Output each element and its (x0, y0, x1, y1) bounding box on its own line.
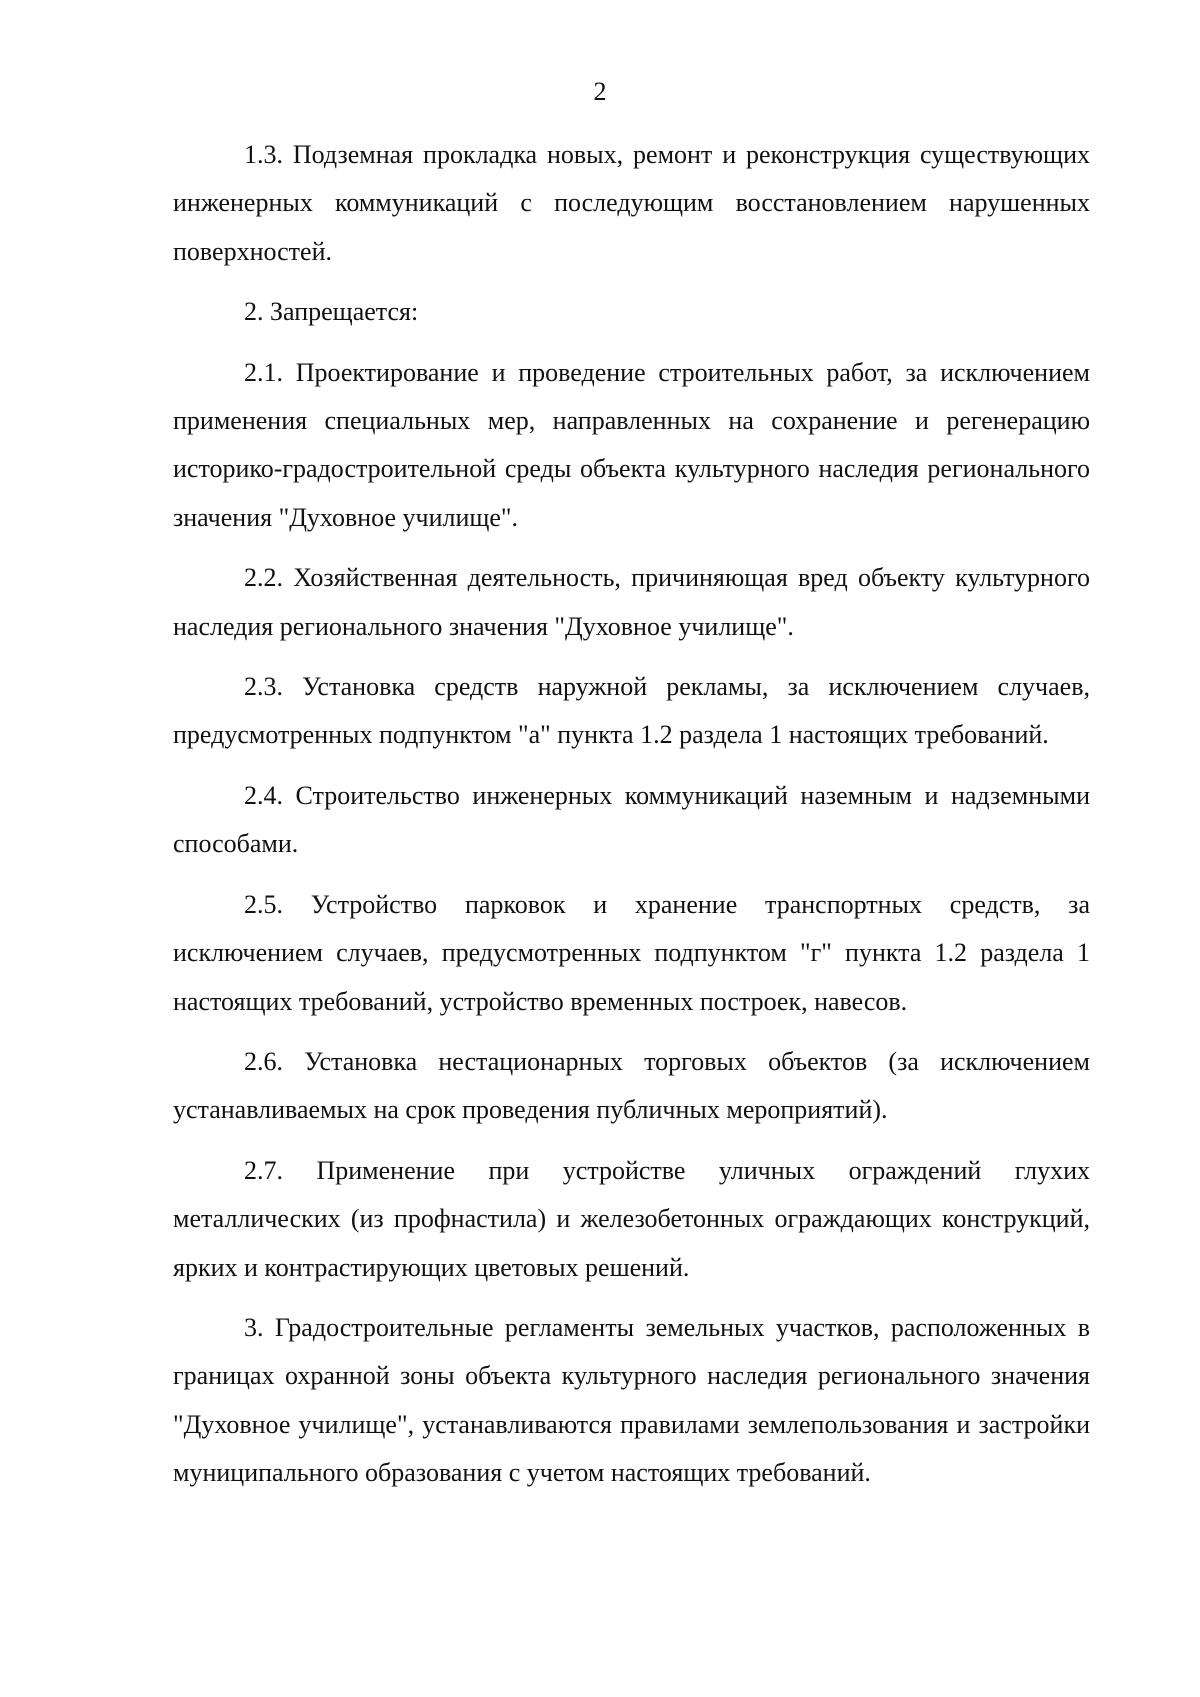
paragraph-3: 3. Градостроительные регламенты земельных участков, расположенных в границах охранной зоны объекта культурного наследия регионального значения "Духовное училище", устанавливаются правилами землепользования и застройки муниципального образования с учетом настоящих требований. (173, 1312, 1090, 1488)
paragraph-2-7: 2.7. Применение при устройстве уличных ограждений глухих металлических (из профнастила) и железобетонных ограждающих конструкций, ярких и контрастирующих цветовых решений. (173, 1155, 1090, 1282)
paragraph-2-5: 2.5. Устройство парковок и хранение транспортных средств, за исключением случаев, предусмотренных подпунктом "г" пункта 1.2 раздела 1 настоящих требований, устройство временных построек, навесов. (173, 889, 1090, 1016)
document-body (173, 131, 1090, 1510)
paragraph-2-2: 2.2. Хозяйственная деятельность, причиняющая вред объекту культурного наследия регионального значения "Духовное училище". (173, 563, 1090, 641)
paragraph-1-3: 1.3. Подземная прокладка новых, ремонт и реконструкция существующих инженерных коммуникаций с последующим восстановлением нарушенных поверхностей. (173, 140, 1090, 266)
paragraph-2-4: 2.4. Строительство инженерных коммуникаций наземным и надземными способами. (173, 780, 1090, 859)
paragraph-2-heading: 2. Запрещается: (244, 297, 419, 327)
paragraph-2-1: 2.1. Проектирование и проведение строительных работ, за исключением применения специальных мер, направленных на сохранение и регенерацию историко-градостроительной среды объекта культурного наследия регионального значения "Духовное училище". (173, 357, 1090, 532)
page-number: 2 (593, 77, 607, 106)
paragraph-2-3: 2.3. Установка средств наружной рекламы, за исключением случаев, предусмотренных подпунктом "а" пункта 1.2 раздела 1 настоящих требований. (173, 672, 1090, 750)
paragraph-2-6: 2.6. Установка нестационарных торговых объектов (за исключением устанавливаемых на срок проведения публичных мероприятий). (173, 1046, 1090, 1125)
